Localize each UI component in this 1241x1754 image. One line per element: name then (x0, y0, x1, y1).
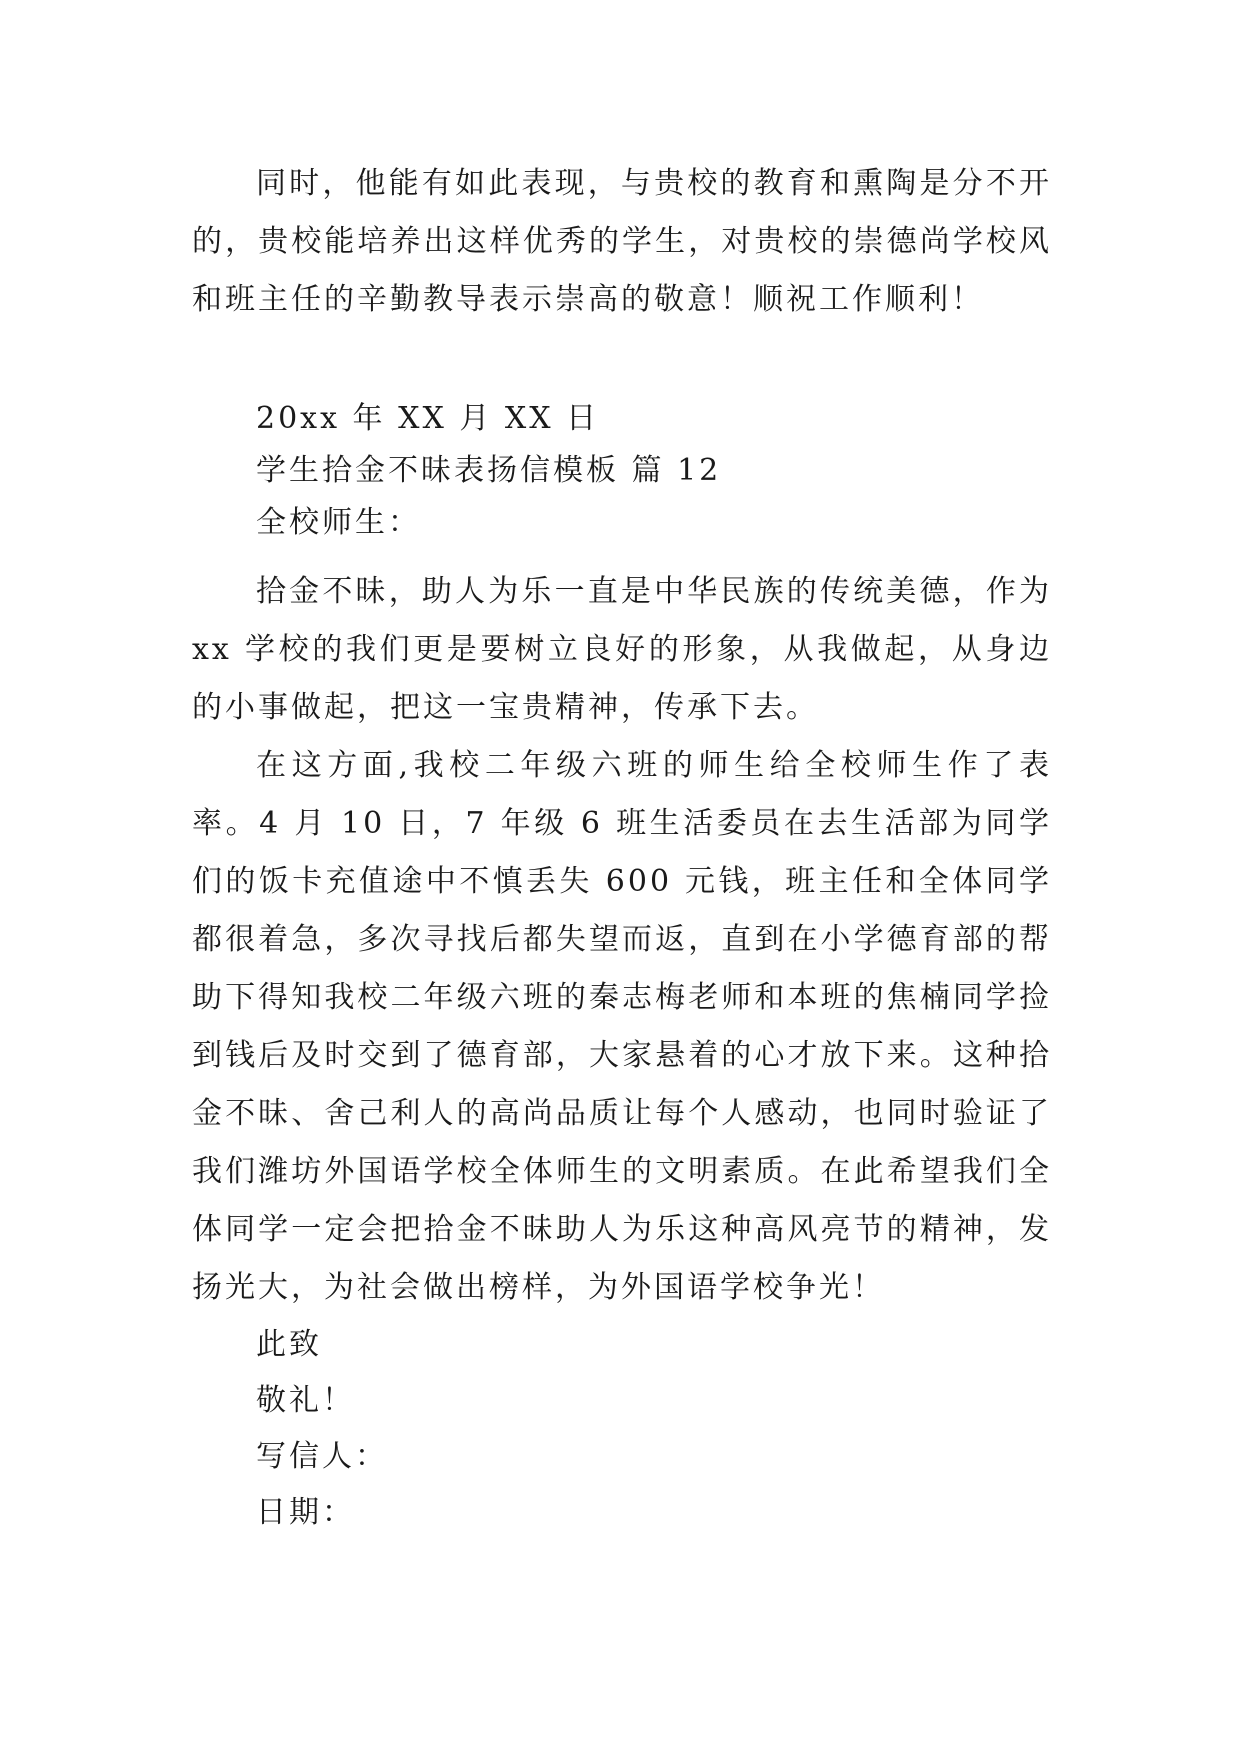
salutation: 全校师生： (256, 505, 421, 540)
letter-closing (192, 1317, 1052, 1541)
date-label: 日期： (256, 1495, 355, 1530)
closing-line: 敬礼！ (256, 1383, 355, 1418)
letter-body (192, 563, 1052, 1317)
closing-line: 此致 (256, 1327, 322, 1362)
section-title: 学生拾金不昧表扬信模板 篇 12 (256, 453, 722, 488)
writer-label: 写信人： (256, 1439, 388, 1474)
letter-continuation (192, 155, 1052, 329)
body-paragraph: 拾金不昧，助人为乐一直是中华民族的传统美德，作为 xx 学校的我们更是要树立良好的形象，从我做起，从身边的小事做起，把这一宝贵精神，传承下去。 (192, 574, 1052, 725)
body-paragraph: 在这方面,我校二年级六班的师生给全校师生作了表率。4 月 10 日，7 年级 6 班生活委员在去生活部为同学们的饭卡充值途中不慎丢失 600 元钱，班主任和全体同学都很着急，多次寻找后都失望而返，直到在小学德育部的帮助下得知我校二年级六班的秦志梅老师和本班的焦楠同学捡到钱后及时交到了德育部，大家悬着的心才放下来。这种拾金不昧、舍己利人的高尚品质让每个人感动，也同时验证了我们潍坊外国语学校全体师生的文明素质。在此希望我们全体同学一定会把拾金不昧助人为乐这种高风亮节的精神，发扬光大，为社会做出榜样，为外国语学校争光！ (192, 748, 1052, 1305)
letter-header (192, 393, 1052, 549)
body-paragraph: 同时，他能有如此表现，与贵校的教育和熏陶是分不开的，贵校能培养出这样优秀的学生，对贵校的崇德尚学校风和班主任的辛勤教导表示崇高的敬意！顺祝工作顺利！ (192, 166, 1052, 317)
date-line: 20xx 年 XX 月 XX 日 (256, 401, 600, 436)
